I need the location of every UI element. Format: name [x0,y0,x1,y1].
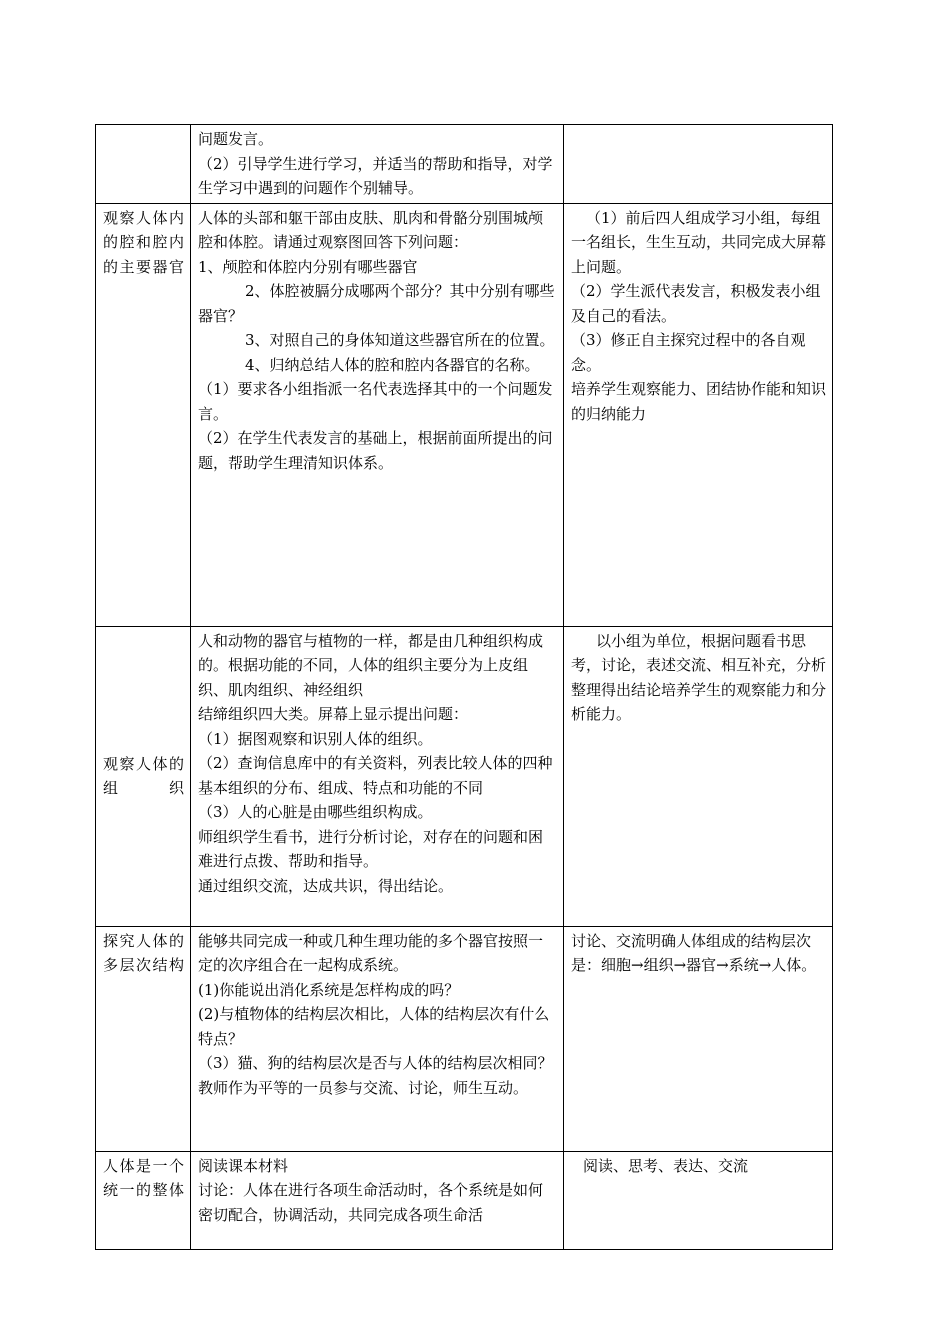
stage-cell: 观察人体的组织 [96,626,191,926]
stage-cell: 观察人体内的腔和腔内的主要器官 [96,203,191,626]
text-line: 问题发言。 [198,130,274,148]
text-line: 培养学生观察能力、团结协作能和知识的归纳能力 [571,380,827,423]
text-line: （3）修正自主探究过程中的各自观念。 [571,331,806,374]
teacher-activity-cell [191,926,564,1151]
stage-cell: 人体是一个统一的整体 [96,1151,191,1249]
stage-cell: 探究人体的多层次结构 [96,926,191,1151]
table-row [96,203,833,626]
table-row [96,626,833,926]
text-line: （3）人的心脏是由哪些组织构成。 [198,803,433,821]
teacher-activity-cell [191,626,564,926]
text-line: （1）要求各小组指派一名代表选择其中的一个问题发言。 [198,380,553,423]
teacher-activity-cell [191,125,564,204]
student-activity-cell [564,1151,833,1249]
text-line: （2）引导学生进行学习，并适当的帮助和指导，对学生学习中遇到的问题作个别辅导。 [198,154,553,197]
table-row [96,1151,833,1249]
student-activity-cell [564,125,833,204]
lesson-plan-table [95,124,833,1250]
text-line: 讨论、交流明确人体组成的结构层次是：细胞→组织→器官→系统→人体。 [571,931,817,974]
text-line: （1）据图观察和识别人体的组织。 [198,729,433,748]
text-line: 以小组为单位，根据问题看书思考，讨论，表述交流、相互补充，分析整理得出结论培养学生的观察能力和分析能力。 [571,631,827,723]
text-line: 讨论：人体在进行各项生命活动时，各个系统是如何密切配合，协调活动，共同完成各项生命活 [198,1181,544,1224]
text-line: 通过组织交流，达成共识，得出结论。 [198,876,454,895]
text-line: （2）在学生代表发言的基础上，根据前面所提出的问题，帮助学生理清知识体系。 [198,429,553,472]
text-line: （1）前后四人组成学习小组，每组一名组长，生生互动，共同完成大屏幕上问题。 [571,208,827,276]
text-line: 阅读、思考、表达、交流 [583,1156,749,1175]
student-activity-cell [564,203,833,626]
student-activity-cell [564,926,833,1151]
text-line: （2）查询信息库中的有关资料，列表比较人体的四种基本组织的分布、组成、特点和功能的不同 [198,754,553,797]
stage-cell [96,125,191,204]
text-line: 4、归纳总结人体的腔和腔内各器官的名称。 [245,355,540,374]
text-line: (2)与植物体的结构层次相比，人体的结构层次有什么特点？ [198,1005,550,1048]
text-line: （3）猫、狗的结构层次是否与人体的结构层次相同？ [198,1054,553,1072]
text-line: 人体的头部和躯干部由皮肤、肌肉和骨骼分别围城颅腔和体腔。请通过观察图回答下列问题： [198,208,544,251]
text-line: 3、对照自己的身体知道这些器官所在的位置。 [245,331,555,349]
text-line: 能够共同完成一种或几种生理功能的多个器官按照一定的次序组合在一起构成系统。 [198,931,544,974]
text-line: 2、体腔被膈分成哪两个部分？其中分别有哪些器官？ [198,282,555,325]
text-line: 教师作为平等的一员参与交流、讨论，师生互动。 [198,1078,529,1097]
text-line: 结缔组织四大类。屏幕上显示提出问题： [198,705,469,723]
teacher-activity-cell [191,1151,564,1249]
text-line: （2）学生派代表发言，积极发表小组及自己的看法。 [571,282,821,325]
table-row [96,125,833,204]
table-row [96,926,833,1151]
student-activity-cell [564,626,833,926]
teacher-activity-cell [191,203,564,626]
text-line: 师组织学生看书，进行分析讨论，对存在的问题和困难进行点拨、帮助和指导。 [198,827,544,870]
text-line: 人和动物的器官与植物的一样，都是由几种组织构成的。根据功能的不同，人体的组织主要分为上皮组织、肌肉组织、神经组织 [198,631,544,699]
text-line: 阅读课本材料 [198,1156,289,1175]
text-line: 1、颅腔和体腔内分别有哪些器官 [198,257,418,276]
text-line: (1)你能说出消化系统是怎样构成的吗？ [198,980,460,999]
